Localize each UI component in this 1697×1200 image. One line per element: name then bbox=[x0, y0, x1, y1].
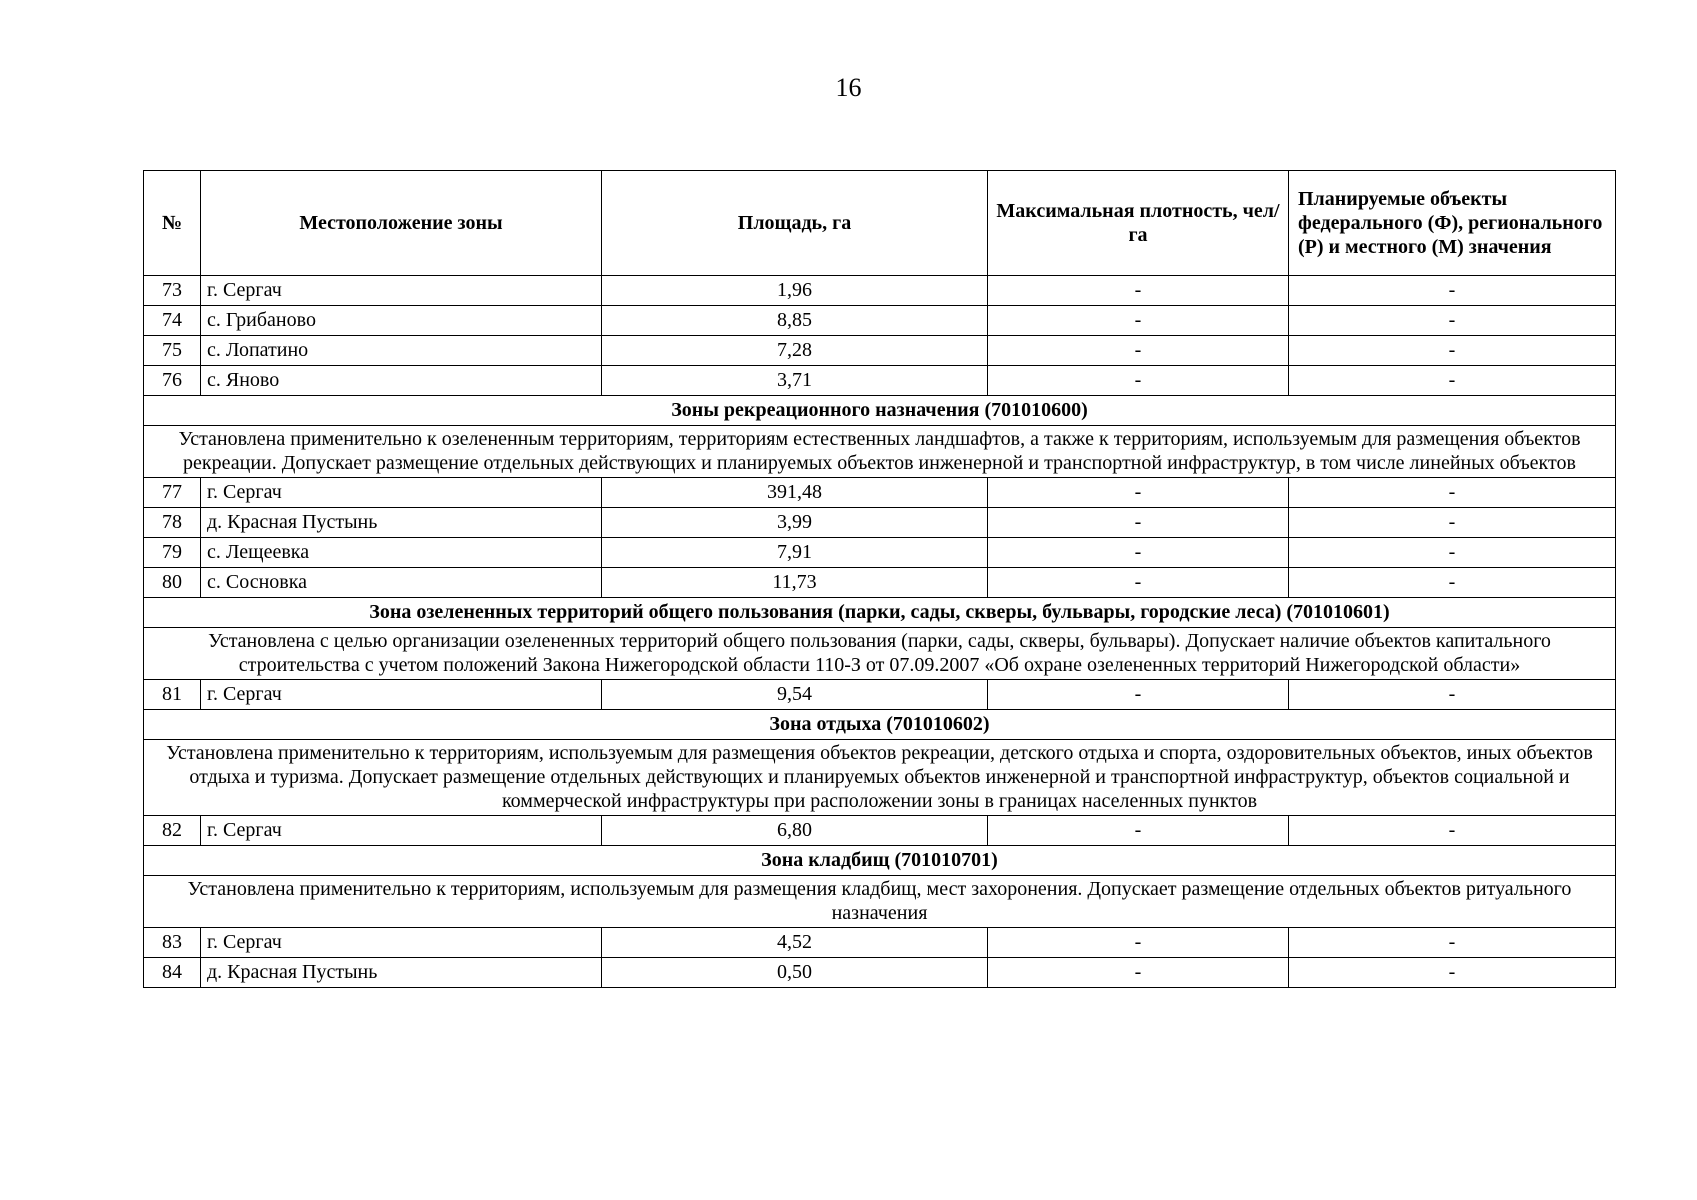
table-row bbox=[144, 567, 1616, 597]
row-location: с. Сосновка bbox=[201, 567, 602, 597]
row-location: д. Красная Пустынь bbox=[201, 507, 602, 537]
row-number: 81 bbox=[144, 679, 201, 709]
table-row bbox=[144, 477, 1616, 507]
row-planned: - bbox=[1289, 276, 1616, 306]
row-location: д. Красная Пустынь bbox=[201, 957, 602, 987]
row-location: г. Сергач bbox=[201, 679, 602, 709]
row-density: - bbox=[988, 815, 1289, 845]
row-area: 6,80 bbox=[602, 815, 988, 845]
row-density: - bbox=[988, 366, 1289, 396]
section-description-green-territories: Установлена с целью организации озелененных территорий общего пользования (парки, сады, скверы, бульвары). Допускает наличие объектов капитального строительства с учетом положений Закона Нижегородской области 110-З от 07.09.2007 «Об охране озелененных территорий Нижегородской области» bbox=[144, 627, 1616, 679]
table-body bbox=[144, 276, 1616, 988]
row-number: 84 bbox=[144, 957, 201, 987]
section-title-rest-zone: Зона отдыха (701010602) bbox=[144, 709, 1616, 739]
row-number: 74 bbox=[144, 306, 201, 336]
row-location: г. Сергач bbox=[201, 815, 602, 845]
table-row bbox=[144, 815, 1616, 845]
row-density: - bbox=[988, 276, 1289, 306]
row-planned: - bbox=[1289, 507, 1616, 537]
row-area: 3,99 bbox=[602, 507, 988, 537]
row-area: 4,52 bbox=[602, 927, 988, 957]
row-density: - bbox=[988, 567, 1289, 597]
zones-table bbox=[143, 170, 1616, 988]
row-location: г. Сергач bbox=[201, 927, 602, 957]
section-description-rest-zone: Установлена применительно к территориям, используемым для размещения объектов рекреации, детского отдыха и спорта, оздоровительных объектов, иных объектов отдыха и туризма. Допускает размещение отдельных действующих и планируемых объектов инженерной и транспортной инфраструктур, объектов социальной и коммерческой инфраструктуры при расположении зоны в границах населенных пунктов bbox=[144, 739, 1616, 815]
row-planned: - bbox=[1289, 815, 1616, 845]
row-number: 76 bbox=[144, 366, 201, 396]
row-number: 80 bbox=[144, 567, 201, 597]
table-row bbox=[144, 957, 1616, 987]
row-area: 1,96 bbox=[602, 276, 988, 306]
row-area: 8,85 bbox=[602, 306, 988, 336]
section-header-row bbox=[144, 709, 1616, 739]
row-planned: - bbox=[1289, 957, 1616, 987]
row-density: - bbox=[988, 306, 1289, 336]
table-header bbox=[144, 171, 1616, 276]
section-description-cemetery: Установлена применительно к территориям, используемым для размещения кладбищ, мест захоронения. Допускает размещение отдельных объектов ритуального назначения bbox=[144, 875, 1616, 927]
row-area: 391,48 bbox=[602, 477, 988, 507]
row-planned: - bbox=[1289, 336, 1616, 366]
row-planned: - bbox=[1289, 927, 1616, 957]
row-location: г. Сергач bbox=[201, 477, 602, 507]
table-row bbox=[144, 507, 1616, 537]
row-density: - bbox=[988, 507, 1289, 537]
row-density: - bbox=[988, 336, 1289, 366]
header-row bbox=[144, 171, 1616, 276]
section-title-cemetery: Зона кладбищ (701010701) bbox=[144, 845, 1616, 875]
row-density: - bbox=[988, 957, 1289, 987]
row-density: - bbox=[988, 679, 1289, 709]
table-row bbox=[144, 679, 1616, 709]
row-location: с. Лещеевка bbox=[201, 537, 602, 567]
table-row bbox=[144, 306, 1616, 336]
row-number: 83 bbox=[144, 927, 201, 957]
row-density: - bbox=[988, 477, 1289, 507]
row-number: 79 bbox=[144, 537, 201, 567]
page-number: 16 bbox=[835, 73, 862, 102]
row-area: 7,91 bbox=[602, 537, 988, 567]
row-planned: - bbox=[1289, 679, 1616, 709]
row-area: 11,73 bbox=[602, 567, 988, 597]
row-location: с. Грибаново bbox=[201, 306, 602, 336]
section-description-row bbox=[144, 739, 1616, 815]
header-location: Местоположение зоны bbox=[201, 171, 602, 276]
row-number: 78 bbox=[144, 507, 201, 537]
section-title-green-territories: Зона озелененных территорий общего пользования (парки, сады, скверы, бульвары, городские леса) (701010601) bbox=[144, 597, 1616, 627]
header-number: № bbox=[144, 171, 201, 276]
section-header-row bbox=[144, 597, 1616, 627]
row-location: г. Сергач bbox=[201, 276, 602, 306]
section-description-recreation: Установлена применительно к озелененным территориям, территориям естественных ландшафтов, а также к территориям, используемым для размещения объектов рекреации. Допускает размещение отдельных действующих и планируемых объектов инженерной и транспортной инфраструктур, в том числе линейных объектов bbox=[144, 426, 1616, 478]
row-location: с. Яново bbox=[201, 366, 602, 396]
section-description-row bbox=[144, 627, 1616, 679]
header-area: Площадь, га bbox=[602, 171, 988, 276]
row-planned: - bbox=[1289, 567, 1616, 597]
row-number: 82 bbox=[144, 815, 201, 845]
row-density: - bbox=[988, 537, 1289, 567]
section-header-row bbox=[144, 396, 1616, 426]
table-row bbox=[144, 366, 1616, 396]
row-density: - bbox=[988, 927, 1289, 957]
row-area: 3,71 bbox=[602, 366, 988, 396]
row-planned: - bbox=[1289, 306, 1616, 336]
section-header-row bbox=[144, 845, 1616, 875]
row-number: 75 bbox=[144, 336, 201, 366]
row-planned: - bbox=[1289, 537, 1616, 567]
section-description-row bbox=[144, 426, 1616, 478]
row-area: 7,28 bbox=[602, 336, 988, 366]
row-area: 9,54 bbox=[602, 679, 988, 709]
row-planned: - bbox=[1289, 477, 1616, 507]
row-planned: - bbox=[1289, 366, 1616, 396]
table-row bbox=[144, 537, 1616, 567]
row-number: 77 bbox=[144, 477, 201, 507]
header-planned-objects: Планируемые объекты федерального (Ф), регионального (Р) и местного (М) значения bbox=[1289, 171, 1616, 276]
header-density: Максимальная плотность, чел/га bbox=[988, 171, 1289, 276]
table-row bbox=[144, 276, 1616, 306]
table-row bbox=[144, 927, 1616, 957]
row-area: 0,50 bbox=[602, 957, 988, 987]
row-number: 73 bbox=[144, 276, 201, 306]
section-title-recreation: Зоны рекреационного назначения (701010600) bbox=[144, 396, 1616, 426]
table-row bbox=[144, 336, 1616, 366]
section-description-row bbox=[144, 875, 1616, 927]
row-location: с. Лопатино bbox=[201, 336, 602, 366]
